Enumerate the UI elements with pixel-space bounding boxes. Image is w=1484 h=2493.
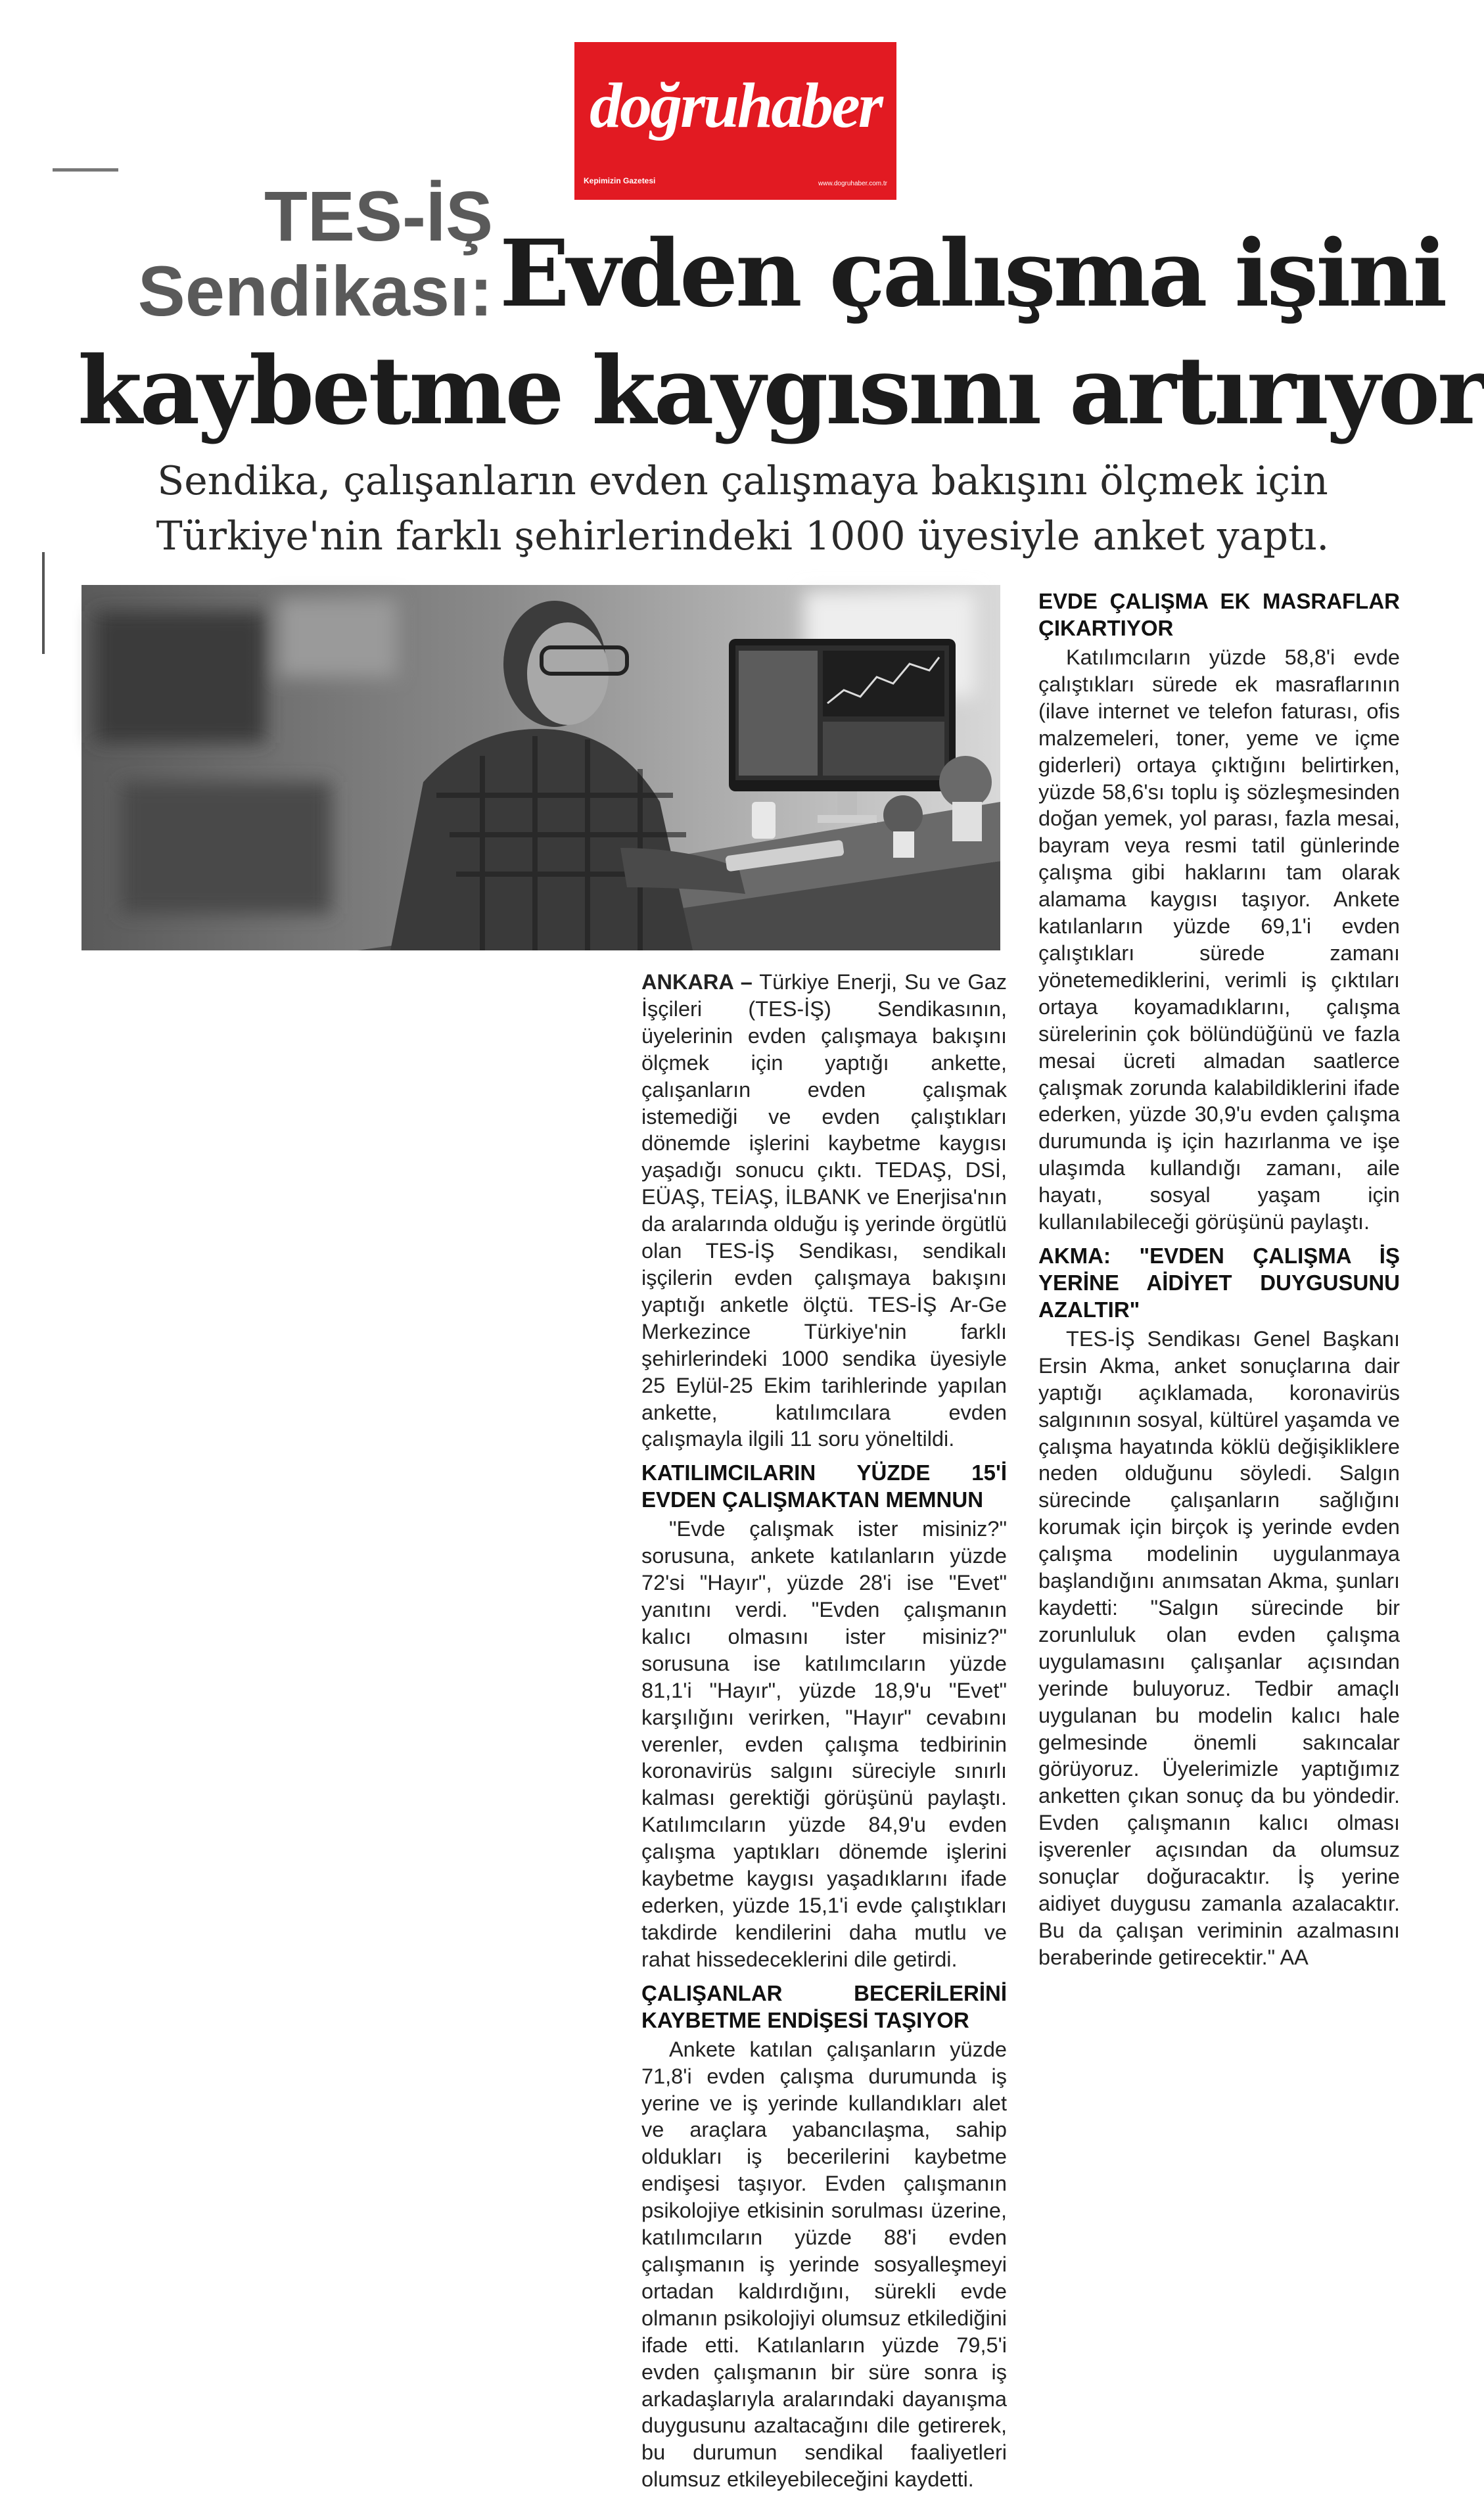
subhead-4: AKMA: "EVDEN ÇALIŞMA İŞ YERİNE AİDİYET DUYGUSUNU AZALTIR" [1038, 1243, 1400, 1322]
section-4-text: TES-İŞ Sendikası Genel Başkanı Ersin Akma, anket sonuçlarına dair yaptığı açıklamada, koronavirüs salgınının sosyal, kültürel yaşamda ve çalışma hayatında köklü değişikliklere neden olduğunu söyledi. Salgın sürecinde çalışanların sağlığını korumak için birçok iş yerinde evden çalışma modelinin uygulanmaya başlandığını anımsatan Akma, şunları kaydetti: "Salgın sürecinde bir zorunluluk olan evden çalışma uygulamasını çalışanlar açısından yerinde buluyoruz. Tedbir amaçlı uygulanan bu modelin kalıcı hale gelmesinde önemli sakıncalar görüyoruz. Üyelerimizle yaptığımız anketten çıkan sonuç da bu yöndedir. Evden çalışmanın kalıcı olması işverenler açısından da olumsuz sonuçlar doğuracaktır. İş yerine aidiyet duygusu zamanla azalacaktır. Bu da çalışan veriminin azalmasını beraberinde getirecektir." AA [1038, 1326, 1400, 1969]
deck [99, 454, 1387, 564]
section-3-text: Katılımcıların yüzde 58,8'i evde çalıştıkları sürede ek masraflarının (ilave internet ve telefon faturası, ofis malzemeleri, toner, yeme ve içme giderleri) ortaya çıktığını belirtirken, yüzde 58,6'sı toplu iş sözleşmesinden doğan yemek, yol parası, fazla mesai, bayram veya resmi tatil günlerinde çalışma gibi haklarını tam olarak alamama kaygısı taşıyor. Ankete katılanların yüzde 69,1'i evden çalıştıkları sürede zamanı yönetemediklerini, verimli iş çıktıları ortaya koyamadıklarını, çalışma sürelerinin çok bölündüğünü ve fazla mesai ücreti almadan saatlerce çalışmak zorunda kalabildiklerini ifade ederken, yüzde 30,9'u evden çalışma durumunda iş için hazırlanma ve işe ulaşımda kullandığı zamanı, aile hayatı, sosyal yaşam için kullanılabileceği görüşünü paylaştı. [1038, 645, 1400, 1234]
deck-line-1: Sendika, çalışanların evden çalışmaya bakışını ölçmek için [157, 458, 1328, 504]
section-1-text: "Evde çalışmak ister misiniz?" sorusuna, ankete katılanların yüzde 72'si "Hayır", yüzde 28'i ise "Evet" yanıtını verdi. "Evden çalışmanın kalıcı olmasını ister misiniz?" sorusuna ise katılımcıların yüzde 81,1'i "Hayır", yüzde 18,9'u "Evet" karşılığını verirken, "Hayır" cevabını verenler, evden çalışma tedbirinin koronavirüs salgını süreciyle sınırlı kalması gerektiği görüşünü paylaştı. Katılımcıların yüzde 84,9'u evden çalışma yaptıkları dönemde işlerini kaybetme kaygısı yaşadıklarını ifade ederken, yüzde 15,1'i evde çalıştıkları takdirde kendilerini daha mutlu ve rahat hissedeceklerini dile getirdi. [641, 1517, 1007, 1971]
left-divider [42, 552, 45, 654]
kicker-line-1: TES-İŞ [264, 176, 493, 256]
masthead-tagline: Kepimizin Gazetesi [584, 176, 656, 185]
subhead-2: ÇALIŞANLAR BECERİLERİNİ KAYBETME ENDİŞESİ TAŞIYOR [641, 1980, 1007, 2032]
article-column-left [641, 969, 1007, 2492]
kicker [72, 176, 493, 331]
masthead-name: doğruhaber [590, 70, 881, 141]
dateline: ANKARA – [641, 970, 753, 994]
deck-line-2: Türkiye'nin farklı şehirlerindeki 1000 üyesiyle anket yaptı. [156, 513, 1330, 559]
headline-line-2: kaybetme kaygısını artırıyor [78, 337, 1484, 446]
photo-illustration [81, 585, 1000, 950]
masthead-logo [574, 42, 896, 200]
article-column-right [1038, 581, 1400, 2218]
kicker-line-2: Sendikası: [137, 251, 493, 331]
section-2-text: Ankete katılan çalışanların yüzde 71,8'i evden çalışma durumunda iş yerine ve iş yerinde kullandıkları alet ve araçlara yabancılaşma, sahip oldukları iş becerilerini kaybetme endişesi taşıyor. Evden çalışmanın psikolojiye etkisinin sorulması üzerine, katılımcıların yüzde 88'i evden çalışmanın iş yerinde sosyalleşmeyi ortadan kaldırdığını, sürekli evde olmanın psikolojiyi olumsuz etkilediğini ifade etti. Katılanların yüzde 79,5'i evden çalışmanın bir süre sonra iş arkadaşlarıyla aralarındaki dayanışma duygusunu azaltacağını dile getirerek, bu durumun sendikal faaliyetleri olumsuz etkileyebileceğini kaydetti. [641, 2037, 1007, 2492]
masthead-url: www.dogruhaber.com.tr [818, 180, 887, 187]
subhead-1: KATILIMCILARIN YÜZDE 15'İ EVDEN ÇALIŞMAKTAN MEMNUN [641, 1460, 1007, 1512]
article-photo [81, 585, 1000, 950]
lead-paragraph [641, 969, 1007, 1453]
lead-text: Türkiye Enerji, Su ve Gaz İşçileri (TES-İŞ) Sendikasının, üyelerinin evden çalışmaya bakışını ölçmek için yaptığı ankette, çalışanların evden çalışmak istemediği ve evden çalıştıkları dönemde işlerini kaybetme kaygısı yaşadığı sonucu çıktı. TEDAŞ, DSİ, EÜAŞ, TEİAŞ, İLBANK ve Enerjisa'nın da aralarında olduğu iş yerinde örgütlü olan TES-İŞ Sendikası, sendikalı işçilerin evden çalışmaya bakışını yaptığı anketle ölçtü. TES-İŞ Ar-Ge Merkezince Türkiye'nin farklı şehirlerindeki 1000 sendika üyesiyle 25 Eylül-25 Ekim tarihlerinde yapılan ankette, katılımcılara evden çalışmayla ilgili 11 soru yöneltildi. [641, 970, 1007, 1451]
top-divider [53, 168, 118, 172]
headline-line-1: Evden çalışma işini [499, 220, 1445, 328]
subhead-3: EVDE ÇALIŞMA EK MASRAFLAR ÇIKARTIYOR [1038, 589, 1400, 640]
